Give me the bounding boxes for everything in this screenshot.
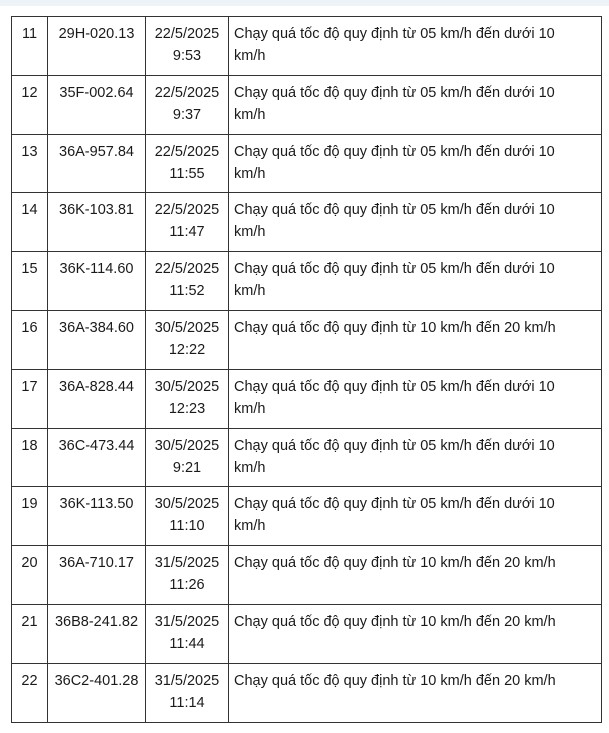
row-number: 17 (12, 369, 48, 428)
violation-description: Chạy quá tốc độ quy định từ 05 km/h đến dưới 10 km/h (229, 487, 602, 546)
violation-time: 11:26 (169, 577, 205, 594)
violation-time: 9:37 (172, 106, 202, 123)
violation-description: Chạy quá tốc độ quy định từ 05 km/h đến dưới 10 km/h (229, 428, 602, 487)
violation-date: 22/5/2025 (154, 84, 220, 101)
violation-time: 9:21 (172, 459, 202, 476)
violation-description: Chạy quá tốc độ quy định từ 05 km/h đến dưới 10 km/h (229, 193, 602, 252)
violation-description: Chạy quá tốc độ quy định từ 05 km/h đến dưới 10 km/h (229, 75, 602, 134)
violation-description: Chạy quá tốc độ quy định từ 05 km/h đến dưới 10 km/h (229, 252, 602, 311)
violation-date: 22/5/2025 (154, 202, 220, 219)
table-row (12, 546, 602, 605)
license-plate: 36A-384.60 (48, 310, 146, 369)
violation-datetime (146, 604, 229, 663)
violation-table-container (11, 16, 602, 723)
violation-time: 12:22 (168, 341, 206, 358)
license-plate: 36K-103.81 (48, 193, 146, 252)
table-row (12, 428, 602, 487)
violation-description: Chạy quá tốc độ quy định từ 05 km/h đến dưới 10 km/h (229, 17, 602, 76)
table-row (12, 75, 602, 134)
license-plate: 36A-710.17 (48, 546, 146, 605)
license-plate: 29H-020.13 (48, 17, 146, 76)
table-row (12, 134, 602, 193)
violation-date: 22/5/2025 (154, 261, 220, 278)
violation-table-body (12, 17, 602, 723)
violation-date: 30/5/2025 (154, 437, 220, 454)
table-row (12, 193, 602, 252)
violation-description: Chạy quá tốc độ quy định từ 10 km/h đến 20 km/h (229, 604, 602, 663)
violation-time: 12:23 (168, 400, 206, 417)
violation-table (11, 16, 602, 723)
violation-description: Chạy quá tốc độ quy định từ 05 km/h đến dưới 10 km/h (229, 369, 602, 428)
license-plate: 36K-113.50 (48, 487, 146, 546)
violation-date: 22/5/2025 (154, 26, 220, 42)
row-number: 19 (12, 487, 48, 546)
row-number: 14 (12, 193, 48, 252)
violation-time: 11:44 (169, 635, 205, 652)
license-plate: 36K-114.60 (48, 252, 146, 311)
row-number: 20 (12, 546, 48, 605)
license-plate: 36C-473.44 (48, 428, 146, 487)
row-number: 16 (12, 310, 48, 369)
row-number: 13 (12, 134, 48, 193)
violation-date: 30/5/2025 (154, 319, 220, 336)
license-plate: 36B8-241.82 (48, 604, 146, 663)
violation-datetime (146, 428, 229, 487)
row-number: 15 (12, 252, 48, 311)
row-number: 22 (12, 663, 48, 722)
violation-description: Chạy quá tốc độ quy định từ 10 km/h đến 20 km/h (229, 310, 602, 369)
violation-datetime (146, 487, 229, 546)
violation-description: Chạy quá tốc độ quy định từ 05 km/h đến dưới 10 km/h (229, 134, 602, 193)
row-number: 12 (12, 75, 48, 134)
license-plate: 36C2-401.28 (48, 663, 146, 722)
violation-datetime (146, 252, 229, 311)
table-row (12, 252, 602, 311)
violation-date: 31/5/2025 (154, 613, 220, 630)
violation-date: 31/5/2025 (154, 672, 220, 689)
table-row (12, 369, 602, 428)
violation-date: 31/5/2025 (154, 555, 220, 572)
violation-datetime (146, 75, 229, 134)
violation-date: 30/5/2025 (154, 378, 220, 395)
violation-time: 11:55 (169, 165, 205, 182)
violation-description: Chạy quá tốc độ quy định từ 10 km/h đến 20 km/h (229, 546, 602, 605)
violation-datetime (146, 310, 229, 369)
license-plate: 36A-828.44 (48, 369, 146, 428)
violation-datetime (146, 17, 229, 76)
table-row (12, 604, 602, 663)
violation-time: 11:47 (169, 224, 205, 241)
row-number: 18 (12, 428, 48, 487)
violation-time: 11:10 (169, 518, 205, 535)
violation-datetime (146, 546, 229, 605)
violation-time: 9:53 (172, 48, 202, 64)
license-plate: 35F-002.64 (48, 75, 146, 134)
license-plate: 36A-957.84 (48, 134, 146, 193)
top-strip (0, 0, 609, 6)
violation-datetime (146, 193, 229, 252)
table-row (12, 663, 602, 722)
violation-time: 11:52 (169, 283, 205, 300)
violation-datetime (146, 134, 229, 193)
violation-description: Chạy quá tốc độ quy định từ 10 km/h đến 20 km/h (229, 663, 602, 722)
row-number: 11 (12, 17, 48, 76)
violation-datetime (146, 663, 229, 722)
table-row (12, 310, 602, 369)
violation-date: 30/5/2025 (154, 496, 220, 513)
violation-datetime (146, 369, 229, 428)
violation-date: 22/5/2025 (154, 143, 220, 160)
violation-time: 11:14 (169, 694, 205, 711)
table-row (12, 487, 602, 546)
row-number: 21 (12, 604, 48, 663)
table-row (12, 17, 602, 76)
